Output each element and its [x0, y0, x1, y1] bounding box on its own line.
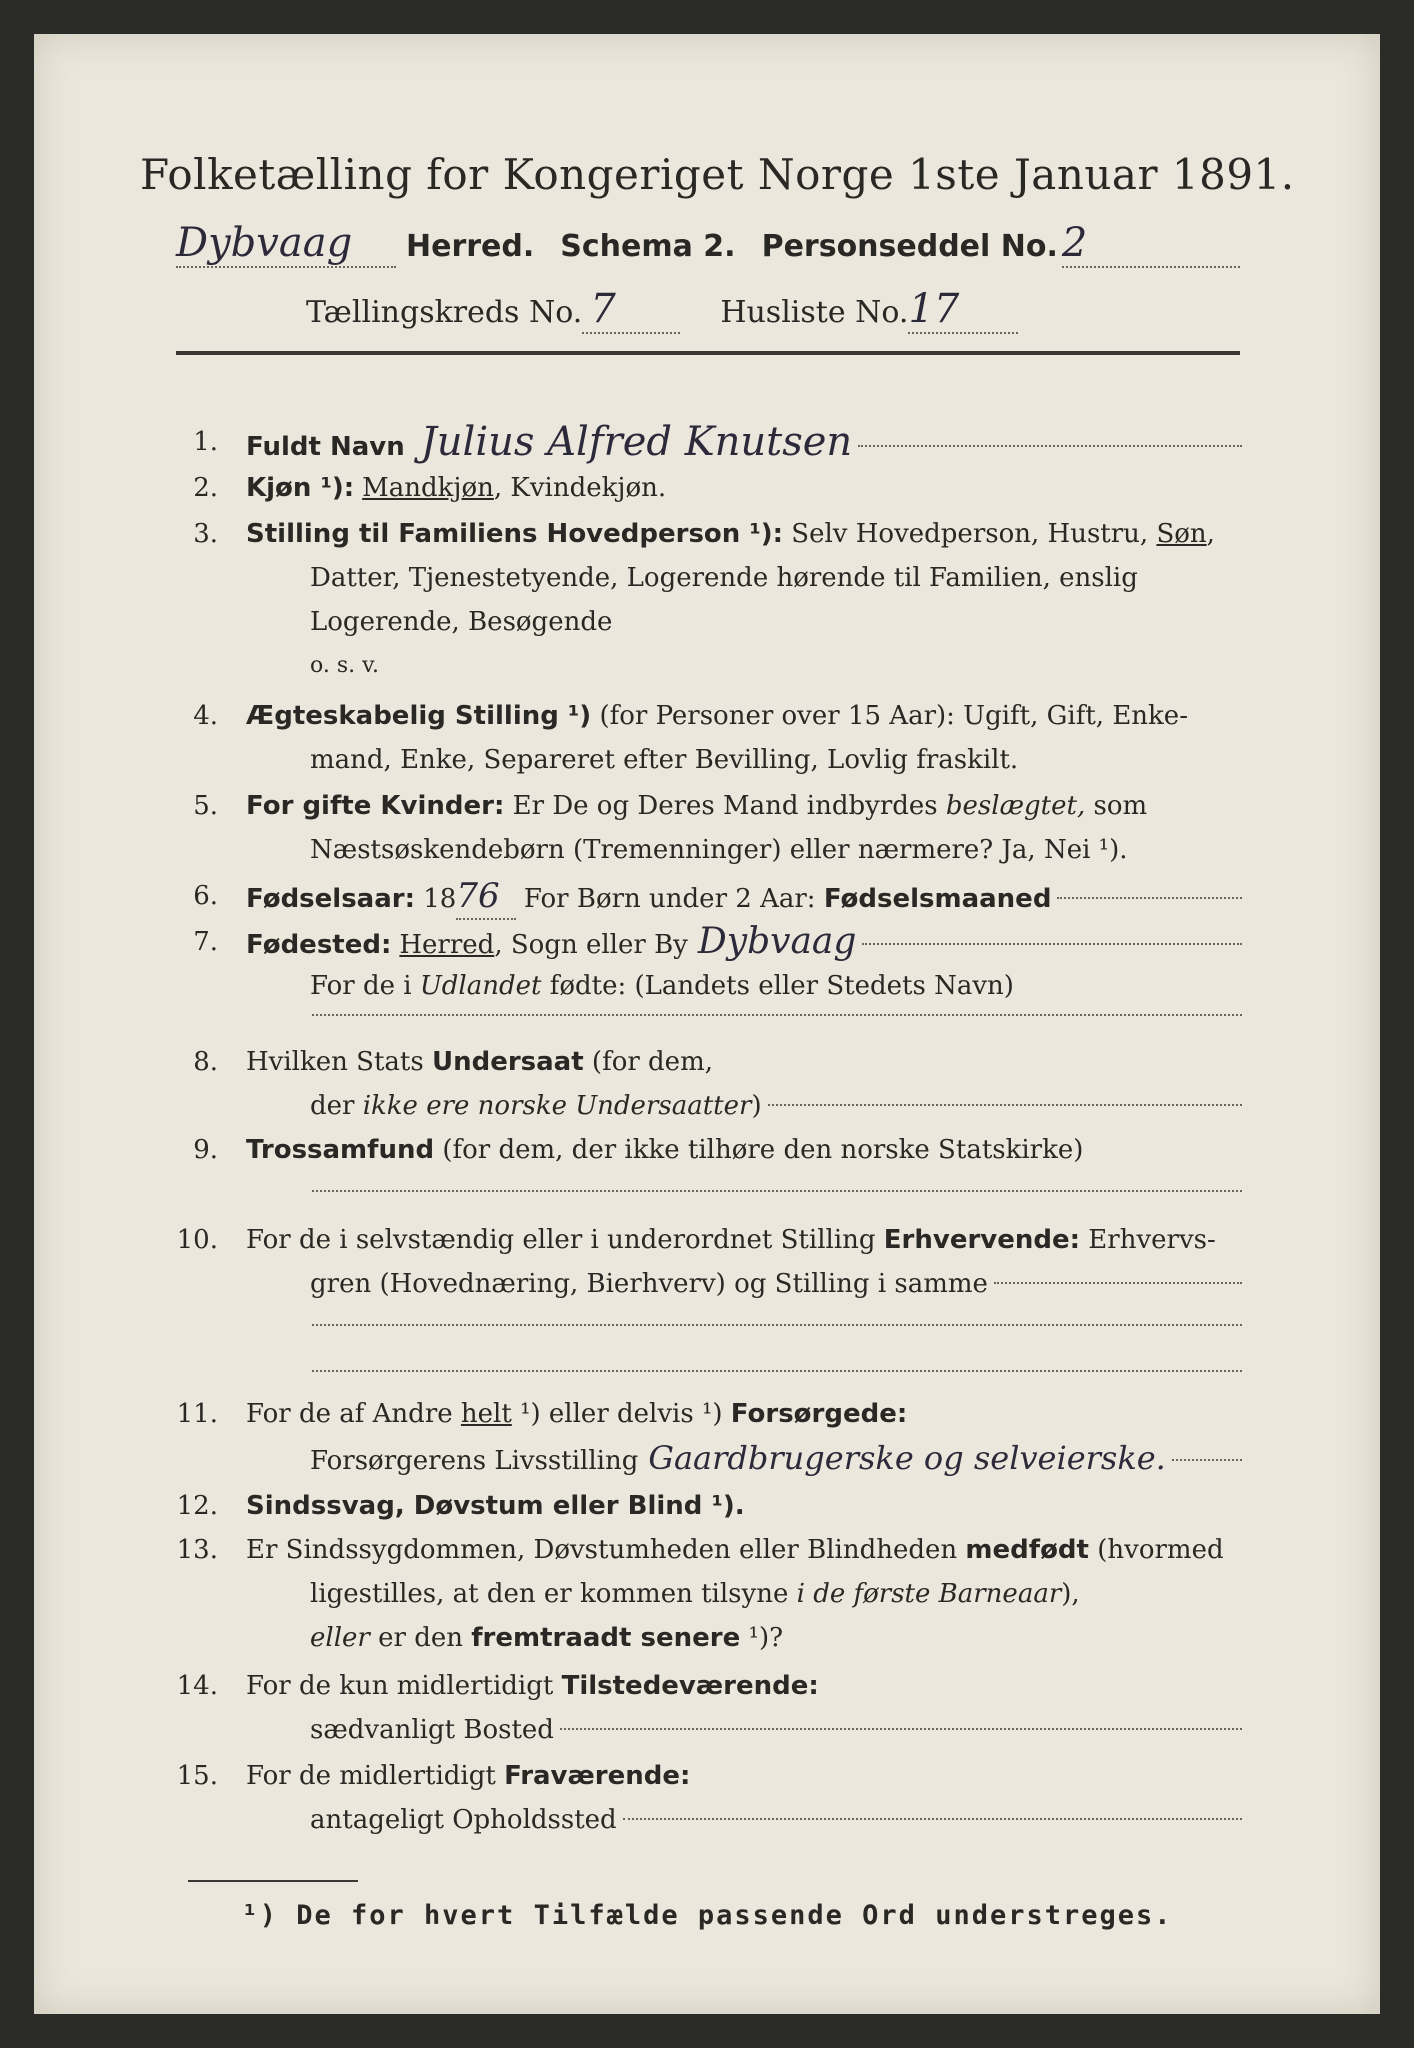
- herred-value: Dybvaag: [176, 220, 396, 268]
- kreds-label: Tællingskreds No.: [306, 295, 583, 330]
- item-text: ¹) eller delvis ¹): [511, 1399, 731, 1429]
- item-text-italic: Udlandet: [419, 971, 542, 1001]
- blank-line: [312, 1190, 1242, 1192]
- husliste-value: 17: [908, 286, 1018, 334]
- item-number: 14.: [176, 1671, 218, 1701]
- birth-year-value: 76: [456, 874, 515, 920]
- full-name-value: Julius Alfred Knutsen: [420, 419, 853, 465]
- item-text: Logerende, Besøgende: [310, 607, 613, 637]
- item-number: 5.: [193, 791, 218, 821]
- item-text: ),: [1061, 1579, 1080, 1609]
- footnote: ¹) De for hvert Tilfælde passende Ord understreges.: [241, 1900, 1173, 1931]
- item-text: Er Sindssygdommen, Døvstumheden eller Blindheden: [246, 1535, 966, 1565]
- selected-option: Søn: [1156, 519, 1207, 549]
- item-number: 1.: [193, 427, 218, 457]
- item-text: ): [751, 1091, 762, 1121]
- selected-option: Herred: [399, 930, 495, 960]
- item-text-italic: i de første Barneaar: [796, 1579, 1062, 1609]
- blank-line: [312, 1324, 1242, 1326]
- item-label: Erhvervende:: [883, 1225, 1081, 1255]
- item-label: medfødt: [965, 1535, 1089, 1565]
- item-text: er den: [369, 1623, 472, 1653]
- item-label: Sindssvag, Døvstum eller Blind ¹).: [246, 1491, 745, 1521]
- item-label: Trossamfund: [246, 1135, 435, 1165]
- item-number: 15.: [176, 1761, 218, 1791]
- item-text: sædvanligt Bosted: [310, 1715, 554, 1745]
- year-prefix: 18: [415, 884, 457, 914]
- item-label: Fødselsaar:: [246, 884, 415, 914]
- item-number: 2.: [193, 473, 218, 503]
- kreds-value: 7: [582, 286, 680, 334]
- personseddel-value: 2: [1062, 220, 1240, 268]
- footnote-rule: [188, 1880, 358, 1882]
- item-label: Ægteskabelig Stilling ¹): [246, 701, 592, 731]
- item-number: 7.: [193, 927, 218, 957]
- item-text: For de i selvstændig eller i underordnet Stilling: [246, 1225, 884, 1255]
- item-text: gren (Hovednæring, Bierhverv) og Stilling i samme: [310, 1269, 988, 1299]
- item-number: 3.: [193, 519, 218, 549]
- item-label: fremtraadt senere: [471, 1623, 741, 1653]
- item-text: ,: [1206, 519, 1215, 549]
- item-label: Forsørgede:: [730, 1399, 908, 1429]
- item-number: 13.: [176, 1535, 218, 1565]
- item-text-italic: eller: [310, 1623, 370, 1653]
- husliste-label: Husliste No.: [720, 295, 909, 330]
- item-text: Selv Hovedperson, Hustru,: [783, 519, 1157, 549]
- item-text: For de af Andre: [246, 1399, 461, 1429]
- item-text: som: [1085, 791, 1148, 821]
- item-text: Forsørgerens Livsstilling: [310, 1446, 639, 1476]
- item-number: 4.: [193, 701, 218, 731]
- item-text: o. s. v.: [310, 653, 379, 678]
- kreds-line: [306, 286, 1106, 334]
- blank-line: [312, 1014, 1242, 1016]
- item-text-italic: ikke ere norske Undersaatter: [362, 1091, 752, 1121]
- personseddel-label: Personseddel No.: [761, 229, 1058, 264]
- item-text: (for dem, der ikke tilhøre den norske Statskirke): [434, 1135, 1084, 1165]
- blank-line: [312, 1370, 1242, 1372]
- item-number: 10.: [176, 1225, 218, 1255]
- item-number: 9.: [193, 1135, 218, 1165]
- item-text: Erhvervs-: [1080, 1225, 1216, 1255]
- item-label: For gifte Kvinder:: [246, 791, 505, 821]
- item-label: Tilstedeværende:: [561, 1671, 819, 1701]
- item-label: Fraværende:: [504, 1761, 691, 1791]
- item-label: Stilling til Familiens Hovedperson ¹):: [246, 519, 784, 549]
- item-text: (hvormed: [1088, 1535, 1224, 1565]
- gender-option-selected: Mandkjøn: [362, 473, 494, 503]
- item-text: (for dem,: [583, 1047, 713, 1077]
- selected-option: helt: [460, 1399, 512, 1429]
- birthplace-value: Dybvaag: [697, 921, 857, 962]
- item-label: Fuldt Navn: [246, 432, 405, 462]
- item-text: fødte: (Landets eller Stedets Navn): [541, 971, 1014, 1001]
- item-text: For de i: [310, 971, 420, 1001]
- item-text: ligestilles, at den er kommen tilsyne: [310, 1579, 797, 1609]
- item-text: Næstsøskendebørn (Tremenninger) eller nærmere? Ja, Nei ¹).: [310, 835, 1128, 865]
- item-label: Fødselsmaaned: [823, 884, 1052, 914]
- item-text: Er De og Deres Mand indbyrdes: [504, 791, 946, 821]
- herred-label: Herred.: [406, 229, 535, 264]
- item-text: For Børn under 2 Aar:: [515, 884, 824, 914]
- item-text: antageligt Opholdssted: [310, 1805, 617, 1835]
- item-number: 11.: [176, 1399, 218, 1429]
- item-text: ¹)?: [740, 1623, 784, 1653]
- item-label: Undersaat: [431, 1047, 584, 1077]
- gender-option: , Kvindekjøn.: [493, 473, 667, 503]
- item-text: Hvilken Stats: [246, 1047, 432, 1077]
- schema-label: Schema 2.: [560, 229, 736, 264]
- item-text: mand, Enke, Separeret efter Bevilling, Lovlig fraskilt.: [310, 745, 1019, 775]
- item-text-italic: beslægtet,: [945, 791, 1086, 821]
- item-number: 6.: [193, 881, 218, 911]
- item-label: Kjøn ¹):: [246, 473, 355, 503]
- item-text: Datter, Tjenestetyende, Logerende hørende til Familien, enslig: [310, 563, 1138, 593]
- item-text: der: [310, 1091, 363, 1121]
- item-text: For de midlertidigt: [246, 1761, 505, 1791]
- form-title: Folketælling for Kongeriget Norge 1ste Januar 1891.: [140, 150, 1295, 199]
- herred-line: [176, 220, 1240, 268]
- item-number: 12.: [176, 1491, 218, 1521]
- item-label: Fødested:: [246, 930, 392, 960]
- item-text: (for Personer over 15 Aar): Ugift, Gift, Enke-: [591, 701, 1188, 731]
- item-number: 8.: [193, 1047, 218, 1077]
- item-text: For de kun midlertidigt: [246, 1671, 562, 1701]
- header-rule: [176, 351, 1240, 355]
- item-text: , Sogn eller By: [494, 930, 688, 960]
- provider-occupation-value: Gaardbrugerske og selveierske.: [648, 1439, 1166, 1477]
